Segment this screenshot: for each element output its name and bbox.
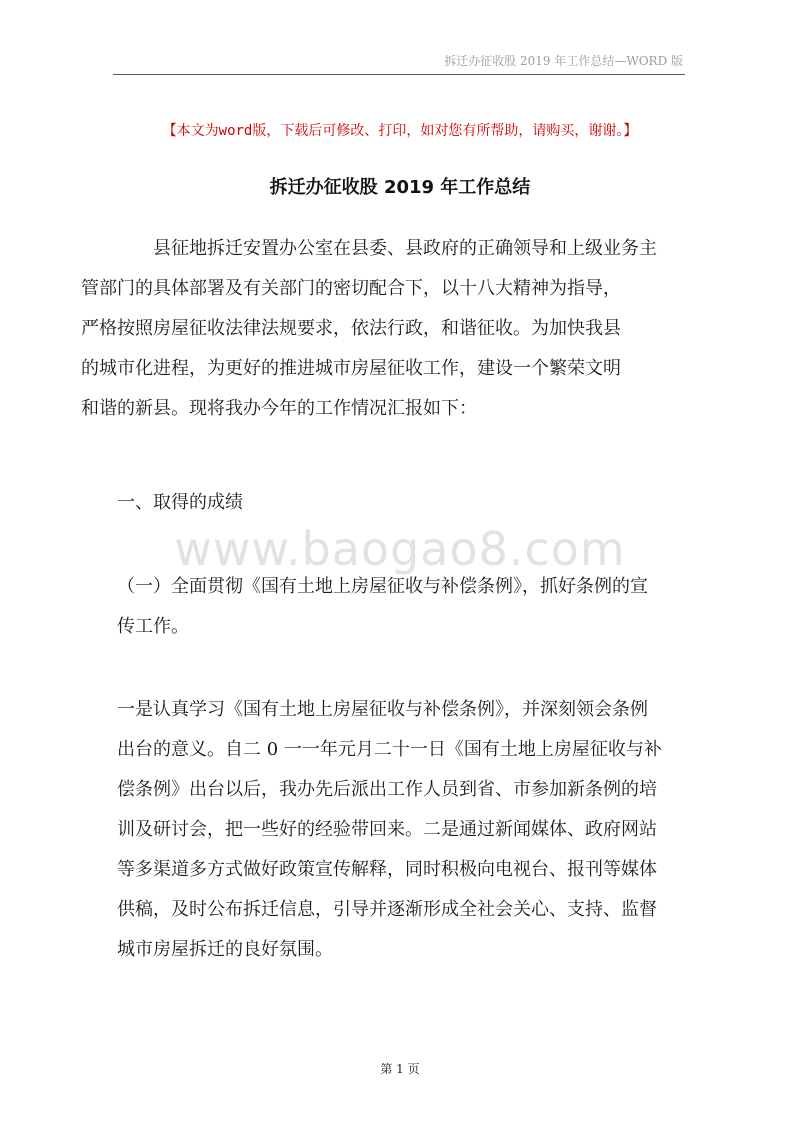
page-number: 第 1 页 bbox=[380, 1062, 420, 1076]
paragraph-line: 偿条例》出台以后，我办先后派出工作人员到省、市参加新条例的培 bbox=[117, 779, 657, 800]
paragraph-line: 传工作。 bbox=[117, 616, 189, 637]
paragraph-line: 一是认真学习《国有土地上房屋征收与补偿条例》，并深刻领会条例 bbox=[117, 699, 648, 720]
intro-paragraph bbox=[81, 229, 683, 429]
paragraph-line: 供稿，及时公布拆迁信息，引导并逐渐形成全社会关心、支持、监督 bbox=[117, 899, 657, 920]
purchase-notice: 【本文为word版，下载后可修改、打印，如对您有所帮助，请购买，谢谢。】 bbox=[162, 123, 638, 139]
subsection-heading bbox=[117, 567, 683, 647]
paragraph-line: 等多渠道多方式做好政策宣传解释，同时积极向电视台、报刊等媒体 bbox=[117, 859, 657, 880]
paragraph-line: （一）全面贯彻《国有土地上房屋征收与补偿条例》，抓好条例的宣 bbox=[117, 576, 648, 597]
paragraph-line: 和谐的新县。现将我办今年的工作情况汇报如下： bbox=[81, 398, 477, 419]
document-title: 拆迁办征收股 2019 年工作总结 bbox=[269, 177, 531, 198]
paragraph-line: 出台的意义。自二 0 一一年元月二十一日《国有土地上房屋征收与补 bbox=[117, 739, 662, 760]
paragraph-line: 训及研讨会，把一些好的经验带回来。二是通过新闻媒体、政府网站 bbox=[117, 819, 657, 840]
header-rule bbox=[113, 74, 685, 75]
paragraph-line: 严格按照房屋征收法律法规要求，依法行政，和谐征收。为加快我县 bbox=[81, 318, 621, 339]
section-heading: 一、取得的成绩 bbox=[117, 492, 243, 513]
paragraph-line: 管部门的具体部署及有关部门的密切配合下，以十八大精神为指导， bbox=[81, 278, 621, 299]
running-header: 拆迁办征收股 2019 年工作总结—WORD 版 bbox=[444, 54, 683, 68]
body-paragraph bbox=[117, 690, 683, 970]
paragraph-line: 城市房屋拆迁的良好氛围。 bbox=[117, 939, 333, 960]
paragraph-line: 的城市化进程，为更好的推进城市房屋征收工作，建设一个繁荣文明 bbox=[81, 358, 621, 379]
watermark: www.baogao8.com bbox=[174, 522, 626, 576]
paragraph-line: 县征地拆迁安置办公室在县委、县政府的正确领导和上级业务主 bbox=[153, 238, 657, 259]
